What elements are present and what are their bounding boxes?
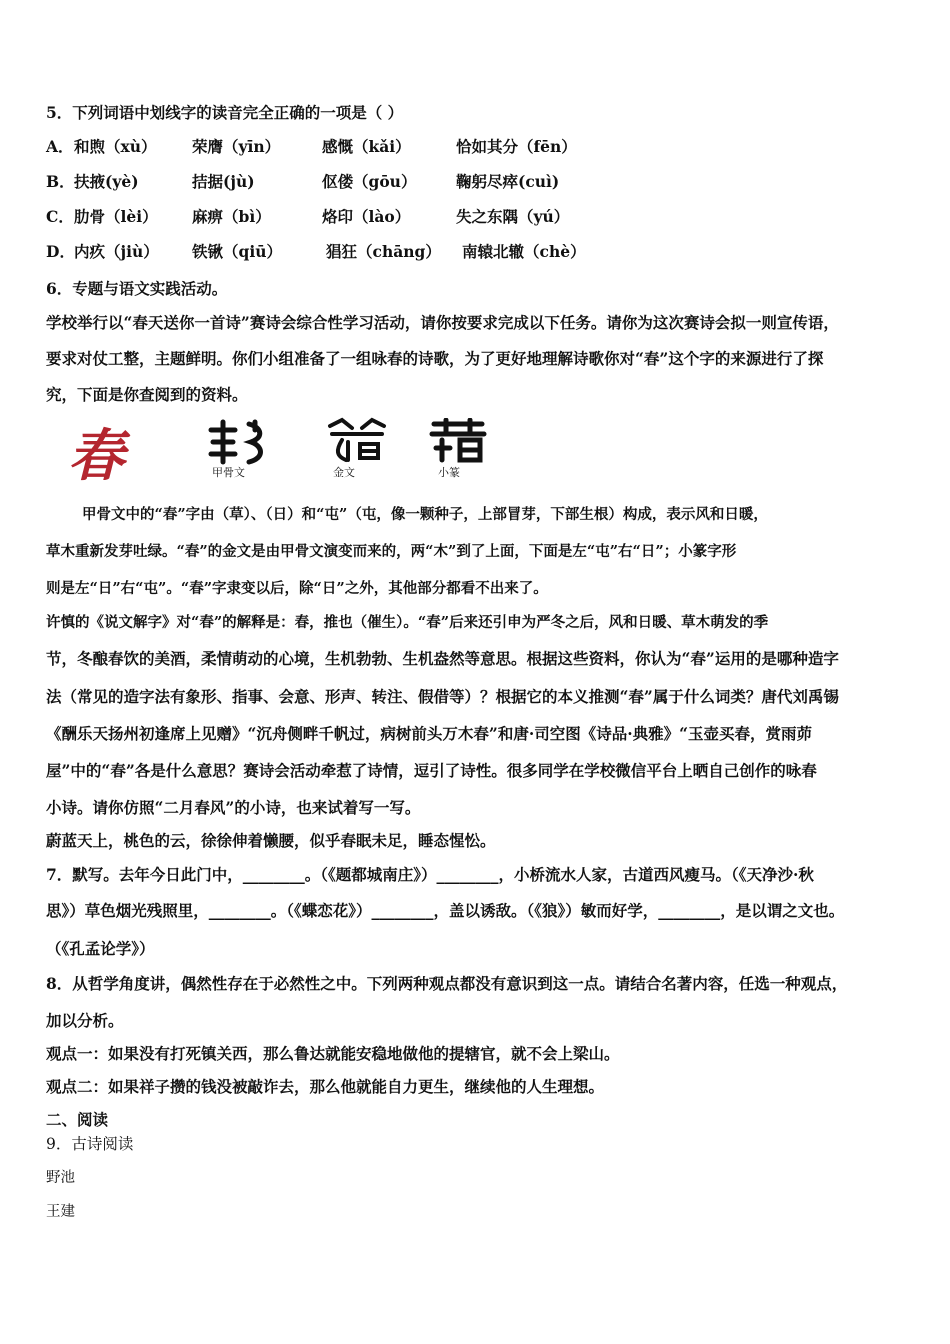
- section-heading: 二、阅读: [46, 1110, 109, 1129]
- option-item: 拮据(jù): [192, 172, 255, 191]
- q6-intro-line: 学校举行以“春天送你一首诗”赛诗会综合性学习活动，请你按要求完成以下任务。请你为这次赛诗会拟一则宣传语，: [46, 313, 839, 332]
- bronze-glyph-icon: [322, 416, 392, 464]
- q8-view-2: 观点二：如果祥子攒的钱没被敲诈去，那么他就能自力更生，继续他的人生理想。: [46, 1077, 605, 1096]
- option-item: 南辕北辙（chè）: [462, 242, 586, 261]
- option-item: 荣膺（yīn）: [192, 137, 281, 156]
- poem-author: 王建: [46, 1204, 75, 1220]
- q9-stem: 9．古诗阅读: [46, 1135, 134, 1153]
- q7-line: 思》）草色烟光残照里，________。（《蝶恋花》）________，盖以诱敌。（《狼》）敏而好学，________，是以谓之文也。: [46, 901, 845, 920]
- option-item: 恰如其分（fēn）: [456, 137, 577, 156]
- option-item: 感慨（kǎi）: [322, 137, 411, 156]
- q7-line: 7．默写。去年今日此门中，________。（《题都城南庄》）________，小桥流水人家，古道西风瘦马。（《天净沙·秋: [46, 865, 814, 884]
- glyph-caption-seal: 小篆: [438, 466, 460, 479]
- q7-line: （《孔孟论学》）: [46, 939, 155, 958]
- q5-stem: 5．下列词语中划线字的读音完全正确的一项是（ ）: [46, 103, 404, 122]
- option-item: 扶掖(yè): [74, 172, 139, 191]
- option-item: 肋骨（lèi）: [74, 207, 158, 226]
- q6-task-line: 法（常见的造字法有象形、指事、会意、形声、转注、假借等）？根据它的本义推测“春”属于什么词类？唐代刘禹锡: [46, 687, 839, 706]
- option-label: B．: [46, 172, 75, 191]
- q6-material-line: 甲骨文中的“春”字由（草）、（日）和“屯”（屯，像一颗种子，上部冒芽，下部生根）构成，表示风和日暖，: [82, 506, 768, 523]
- q8-view-1: 观点一：如果没有打死镇关西，那么鲁达就能安稳地做他的提辖官，就不会上梁山。: [46, 1044, 620, 1063]
- q6-intro-line: 究，下面是你查阅到的资料。: [46, 385, 248, 404]
- option-item: 内疚（jiù）: [74, 242, 159, 261]
- q6-sample-poem: 蔚蓝天上，桃色的云，徐徐伸着懒腰，似乎春眠未足，睡态惺忪。: [46, 831, 496, 850]
- option-item: 麻痹（bì）: [192, 207, 271, 226]
- option-label: A．: [46, 137, 74, 156]
- q6-material-line: 草木重新发芽吐绿。“春”的金文是由甲骨文演变而来的，两“木”到了上面，下面是左“屯”右“日”；小篆字形: [46, 543, 737, 560]
- chun-regular-glyph: 春: [68, 423, 122, 489]
- q6-intro-line: 要求对仗工整，主题鲜明。你们小组准备了一组咏春的诗歌，为了更好地理解诗歌你对“春”这个字的来源进行了探: [46, 349, 824, 368]
- q6-material-line: 则是左“日”右“屯”。“春”字隶变以后，除“日”之外，其他部分都看不出来了。: [46, 580, 548, 597]
- glyph-caption-bronze: 金文: [333, 466, 355, 479]
- q6-task-line: 许慎的《说文解字》对“春”的解释是：春，推也（催生）。“春”后来还引申为严冬之后，风和日暖、草木萌发的季: [46, 614, 769, 631]
- q8-line: 加以分析。: [46, 1011, 124, 1030]
- option-item: 伛偻（gōu）: [322, 172, 417, 191]
- option-item: 烙印（lào）: [322, 207, 411, 226]
- option-item: 铁锹（qiū）: [192, 242, 282, 261]
- small-seal-glyph-icon: [428, 418, 488, 464]
- q6-task-line: 节，冬酿春饮的美酒，柔情萌动的心境，生机勃勃、生机盎然等意思。根据这些资料，你认为“春”运用的是哪种造字: [46, 649, 839, 668]
- option-item: 和煦（xù）: [74, 137, 157, 156]
- poem-title: 野池: [46, 1170, 75, 1186]
- q6-task-line: 《酬乐天扬州初逢席上见赠》“沉舟侧畔千帆过，病树前头万木春”和唐·司空图《诗品·典雅》“玉壶买春，赏雨茆: [46, 724, 813, 743]
- option-item: 失之东隅（yú）: [456, 207, 570, 226]
- option-item: 鞠躬尽瘁(cuì): [456, 172, 560, 191]
- option-item: 猖狂（chāng）: [326, 242, 441, 261]
- option-label: D．: [46, 242, 75, 261]
- q6-stem: 6．专题与语文实践活动。: [46, 279, 228, 298]
- option-label: C．: [46, 207, 74, 226]
- glyph-caption-oracle: 甲骨文: [212, 466, 245, 479]
- q6-task-line: 小诗。请你仿照“二月春风”的小诗，也来试着写一写。: [46, 798, 421, 817]
- q8-line: 8．从哲学角度讲，偶然性存在于必然性之中。下列两种观点都没有意识到这一点。请结合名著内容，任选一种观点，: [46, 974, 848, 993]
- q6-task-line: 屋”中的“春”各是什么意思？赛诗会活动牵惹了诗情，逗引了诗性。很多同学在学校微信平台上晒自己创作的咏春: [46, 761, 817, 780]
- oracle-bone-glyph-icon: [205, 418, 275, 466]
